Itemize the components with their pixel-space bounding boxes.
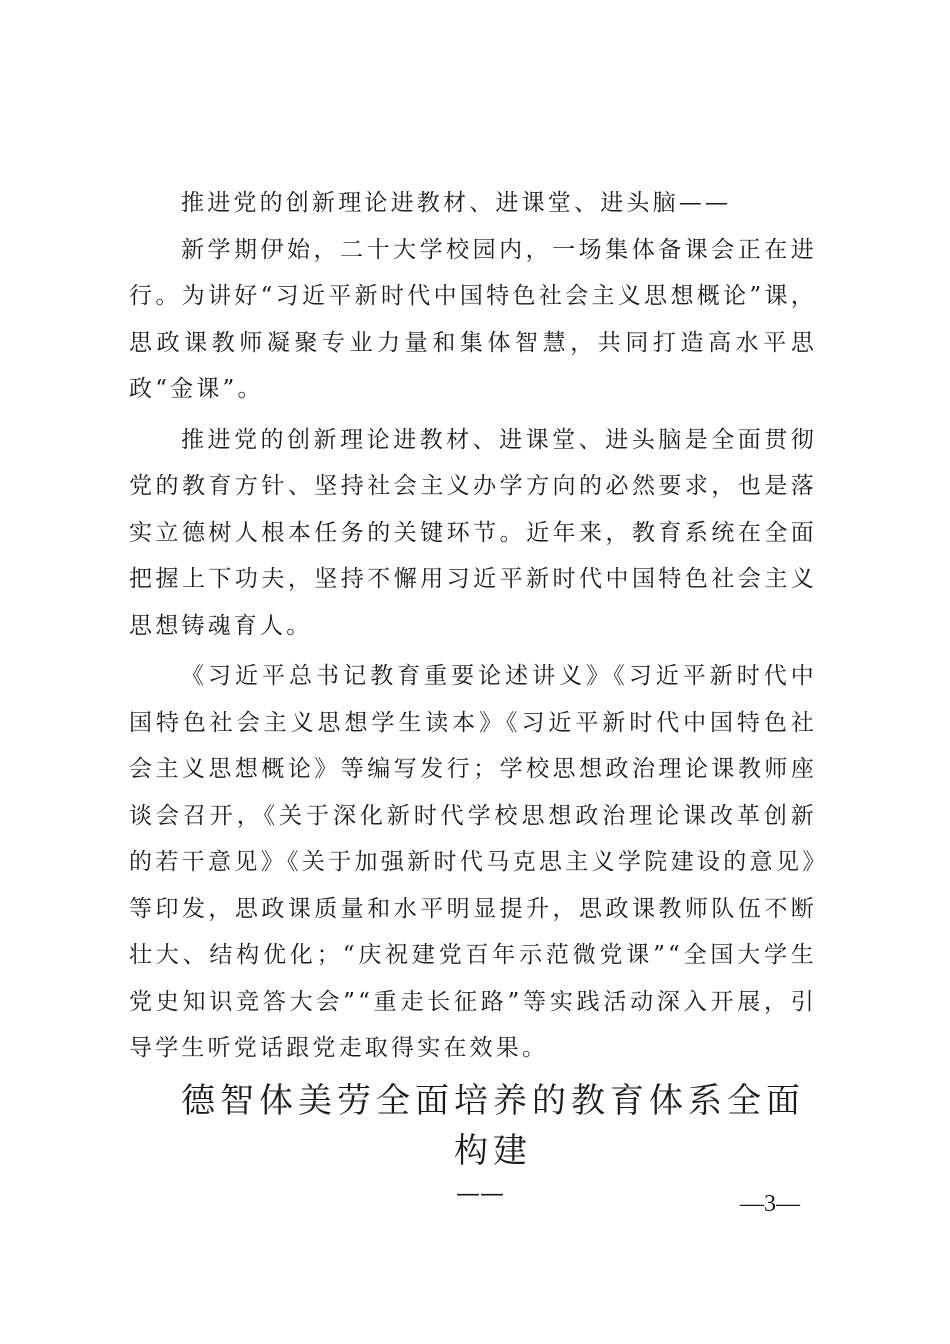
section-heading: 德智体美劳全面培养的教育体系全面构建 (181, 1080, 805, 1171)
paragraph-3: 《习近平总书记教育重要论述讲义》《习近平新时代中国特色社会主义思想学生读本》《习近平新时代中国特色社会主义思想概论》等编写发行；学校思想政治理论课教师座谈会召开，《关于深化新时代学校思想政治理论课改革创新的若干意见》《关于加强新时代马克思主义学院建设的意见》等印发，思政课质量和水平明显提升，思政课教师队伍不断壮大、结构优化；“庆祝建党百年示范微党课”“全国大学生党史知识竞答大会”“重走长征路”等实践活动深入开展，引导学生听党话跟党走取得实在效果。 (129, 663, 817, 1061)
section-heading-dash: —— (456, 1178, 504, 1207)
page-number: —3— (740, 1191, 800, 1217)
body-text (129, 180, 817, 1210)
paragraph-lead: 推进党的创新理论进教材、进课堂、进头脑—— (181, 190, 732, 216)
paragraph-1: 新学期伊始，二十大学校园内，一场集体备课会正在进行。为讲好“习近平新时代中国特色社会主义思想概论”课，思政课教师凝聚专业力量和集体智慧，共同打造高水平思政“金课”。 (129, 236, 817, 402)
paragraph-2: 推进党的创新理论进教材、进课堂、进头脑是全面贯彻党的教育方针、坚持社会主义办学方向的必然要求，也是落实立德树人根本任务的关键环节。近年来，教育系统在全面把握上下功夫，坚持不懈用习近平新时代中国特色社会主义思想铸魂育人。 (129, 426, 817, 639)
